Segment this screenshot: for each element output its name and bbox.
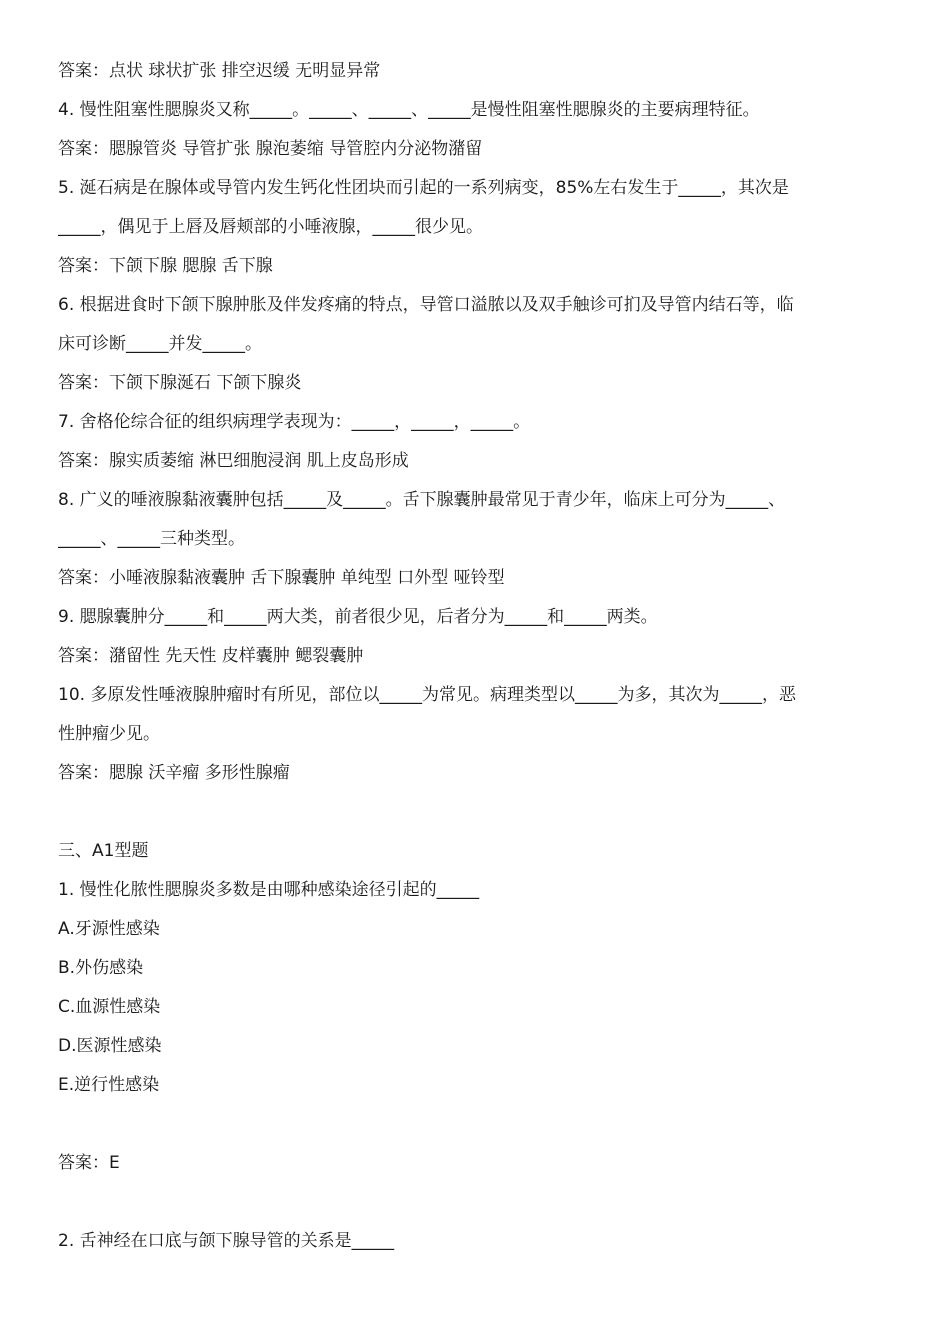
answer-line: 答案：腮腺 沃辛瘤 多形性腺瘤: [58, 763, 290, 783]
question-7-line: 7. 舍格伦综合征的组织病理学表现为：_____，_____，_____。: [58, 412, 531, 432]
mcq-1-stem: 1. 慢性化脓性腮腺炎多数是由哪种感染途径引起的_____: [58, 880, 480, 900]
question-9-line: 9. 腮腺囊肿分_____和_____两大类，前者很少见，后者分为_____和_____两类。: [58, 607, 658, 627]
answer-line: 答案：下颌下腺涎石 下颌下腺炎: [58, 373, 302, 393]
answer-line: 答案：E: [58, 1153, 120, 1173]
answer-line: 答案：潴留性 先天性 皮样囊肿 鳃裂囊肿: [58, 646, 364, 666]
answer-line: 答案：下颌下腺 腮腺 舌下腺: [58, 256, 273, 276]
option-e: E.逆行性感染: [58, 1075, 160, 1095]
document-page: [58, 52, 894, 1261]
question-8-line-cont: _____、_____三种类型。: [58, 529, 245, 549]
answer-line: 答案：腮腺管炎 导管扩张 腺泡萎缩 导管腔内分泌物潴留: [58, 139, 483, 159]
option-d: D.医源性感染: [58, 1036, 162, 1056]
option-c: C.血源性感染: [58, 997, 161, 1017]
option-b: B.外伤感染: [58, 958, 144, 978]
question-8-line: 8. 广义的唾液腺黏液囊肿包括_____及_____。舌下腺囊肿最常见于青少年，临床上可分为_____、: [58, 490, 786, 510]
option-a: A.牙源性感染: [58, 919, 160, 939]
answer-line: 答案：小唾液腺黏液囊肿 舌下腺囊肿 单纯型 口外型 哑铃型: [58, 568, 505, 588]
question-10-line-cont: 性肿瘤少见。: [58, 724, 160, 744]
question-5-line-cont: _____，偶见于上唇及唇颊部的小唾液腺，_____很少见。: [58, 217, 483, 237]
answer-line: 答案：点状 球状扩张 排空迟缓 无明显异常: [58, 61, 381, 81]
question-10-line: 10. 多原发性唾液腺肿瘤时有所见，部位以_____为常见。病理类型以_____为多，其次为_____，恶: [58, 685, 796, 705]
question-4-line: 4. 慢性阻塞性腮腺炎又称_____。_____、_____、_____是慢性阻塞性腮腺炎的主要病理特征。: [58, 100, 760, 120]
blank-line: [58, 1183, 894, 1222]
question-6-line-cont: 床可诊断_____并发_____。: [58, 334, 262, 354]
section-heading: 三、A1型题: [58, 841, 149, 861]
answer-line: 答案：腺实质萎缩 淋巴细胞浸润 肌上皮岛形成: [58, 451, 409, 471]
blank-line: [58, 793, 894, 832]
mcq-2-stem: 2. 舌神经在口底与颌下腺导管的关系是_____: [58, 1231, 395, 1251]
question-6-line: 6. 根据进食时下颌下腺肿胀及伴发疼痛的特点，导管口溢脓以及双手触诊可扪及导管内结石等，临: [58, 295, 794, 315]
question-5-line: 5. 涎石病是在腺体或导管内发生钙化性团块而引起的一系列病变，85%左右发生于_____，其次是: [58, 178, 789, 198]
blank-line: [58, 1105, 894, 1144]
